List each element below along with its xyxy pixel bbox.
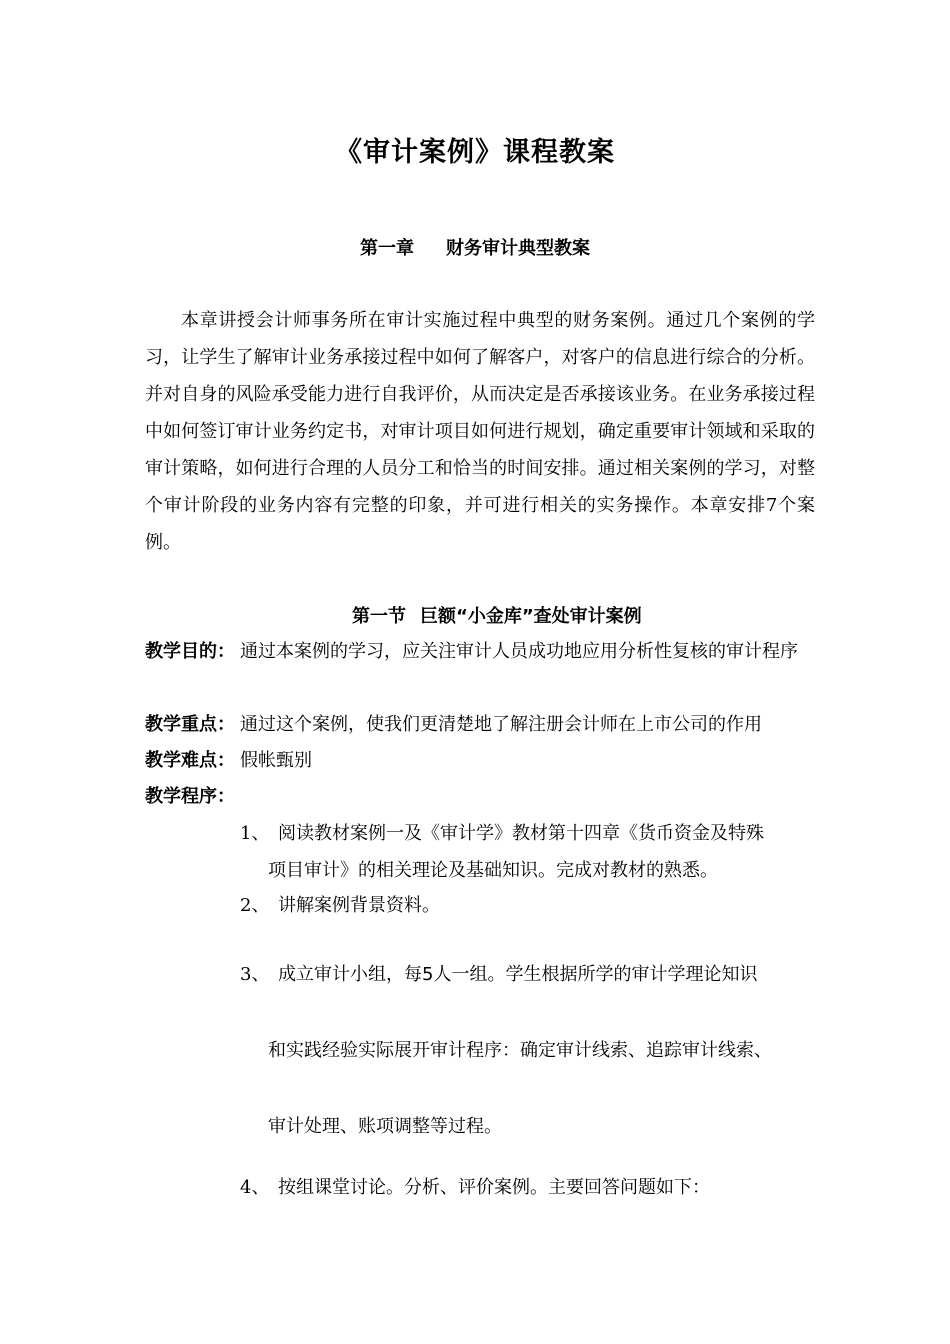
chapter-heading bbox=[0, 234, 950, 260]
step-text-line: 阅读教材案例一及《审计学》教材第十四章《货币资金及特殊 bbox=[278, 823, 764, 844]
teaching-difficulty-text: 假帐甄别 bbox=[240, 750, 312, 771]
intro-paragraph: 本章讲授会计师事务所在审计实施过程中典型的财务案例。通过几个案例的学习，让学生了解审计业务承接过程中如何了解客户，对客户的信息进行综合的分析。并对自身的风险承受能力进行自我评价，从而决定是否承接该业务。在业务承接过程中如何签订审计业务约定书，对审计项目如何进行规划，确定重要审计领域和采取的审计策略，如何进行合理的人员分工和恰当的时间安排。通过相关案例的学习，对整个审计阶段的业务内容有完整的印象，并可进行相关的实务操作。本章安排7个案例。 bbox=[145, 310, 815, 553]
teaching-goal-label: 教学目的： bbox=[145, 641, 235, 662]
section-heading bbox=[352, 602, 642, 628]
step-text-line: 讲解案例背景资料。 bbox=[278, 895, 440, 916]
procedure-step-3 bbox=[240, 937, 815, 1165]
chapter-name: 财务审计典型教案 bbox=[446, 238, 590, 259]
chapter-number: 第一章 bbox=[360, 238, 414, 259]
step-text-line: 成立审计小组，每5人一组。学生根据所学的审计学理论知识 bbox=[278, 964, 758, 985]
procedure-step-2 bbox=[240, 887, 815, 924]
step-text-line: 和实践经验实际展开审计程序：确定审计线索、追踪审计线索、 bbox=[268, 1040, 772, 1061]
step-number: 3、 bbox=[240, 964, 270, 985]
step-number: 4、 bbox=[240, 1177, 270, 1198]
step-number: 2、 bbox=[240, 895, 270, 916]
teaching-procedure-row bbox=[145, 778, 815, 815]
teaching-difficulty-label: 教学难点： bbox=[145, 750, 235, 771]
teaching-goal-text: 通过本案例的学习，应关注审计人员成功地应用分析性复核的审计程序 bbox=[240, 641, 798, 662]
teaching-difficulty-row bbox=[145, 742, 815, 779]
teaching-focus-row bbox=[145, 706, 815, 743]
step-number: 1、 bbox=[240, 823, 270, 844]
step-text bbox=[278, 887, 815, 924]
teaching-focus-label: 教学重点： bbox=[145, 714, 235, 735]
step-text-line: 项目审计》的相关理论及基础知识。完成对教材的熟悉。 bbox=[268, 860, 718, 881]
step-text bbox=[278, 1150, 815, 1226]
document-title: 《审计案例》课程教案 bbox=[335, 137, 615, 168]
step-text bbox=[268, 815, 815, 889]
step-text-line: 按组课堂讨论。分析、评价案例。主要回答问题如下： bbox=[278, 1177, 710, 1198]
section-name: 巨额“小金库”查处审计案例 bbox=[420, 606, 642, 627]
teaching-goal-row bbox=[145, 633, 815, 670]
procedure-step-4 bbox=[240, 1150, 815, 1226]
step-text bbox=[268, 937, 815, 1165]
procedure-step-1 bbox=[240, 815, 815, 889]
teaching-procedure-label: 教学程序： bbox=[145, 786, 235, 807]
step-text-line: 审计处理、账项调整等过程。 bbox=[268, 1116, 502, 1137]
section-number: 第一节 bbox=[352, 606, 406, 627]
teaching-focus-text: 通过这个案例，使我们更清楚地了解注册会计师在上市公司的作用 bbox=[240, 714, 762, 735]
